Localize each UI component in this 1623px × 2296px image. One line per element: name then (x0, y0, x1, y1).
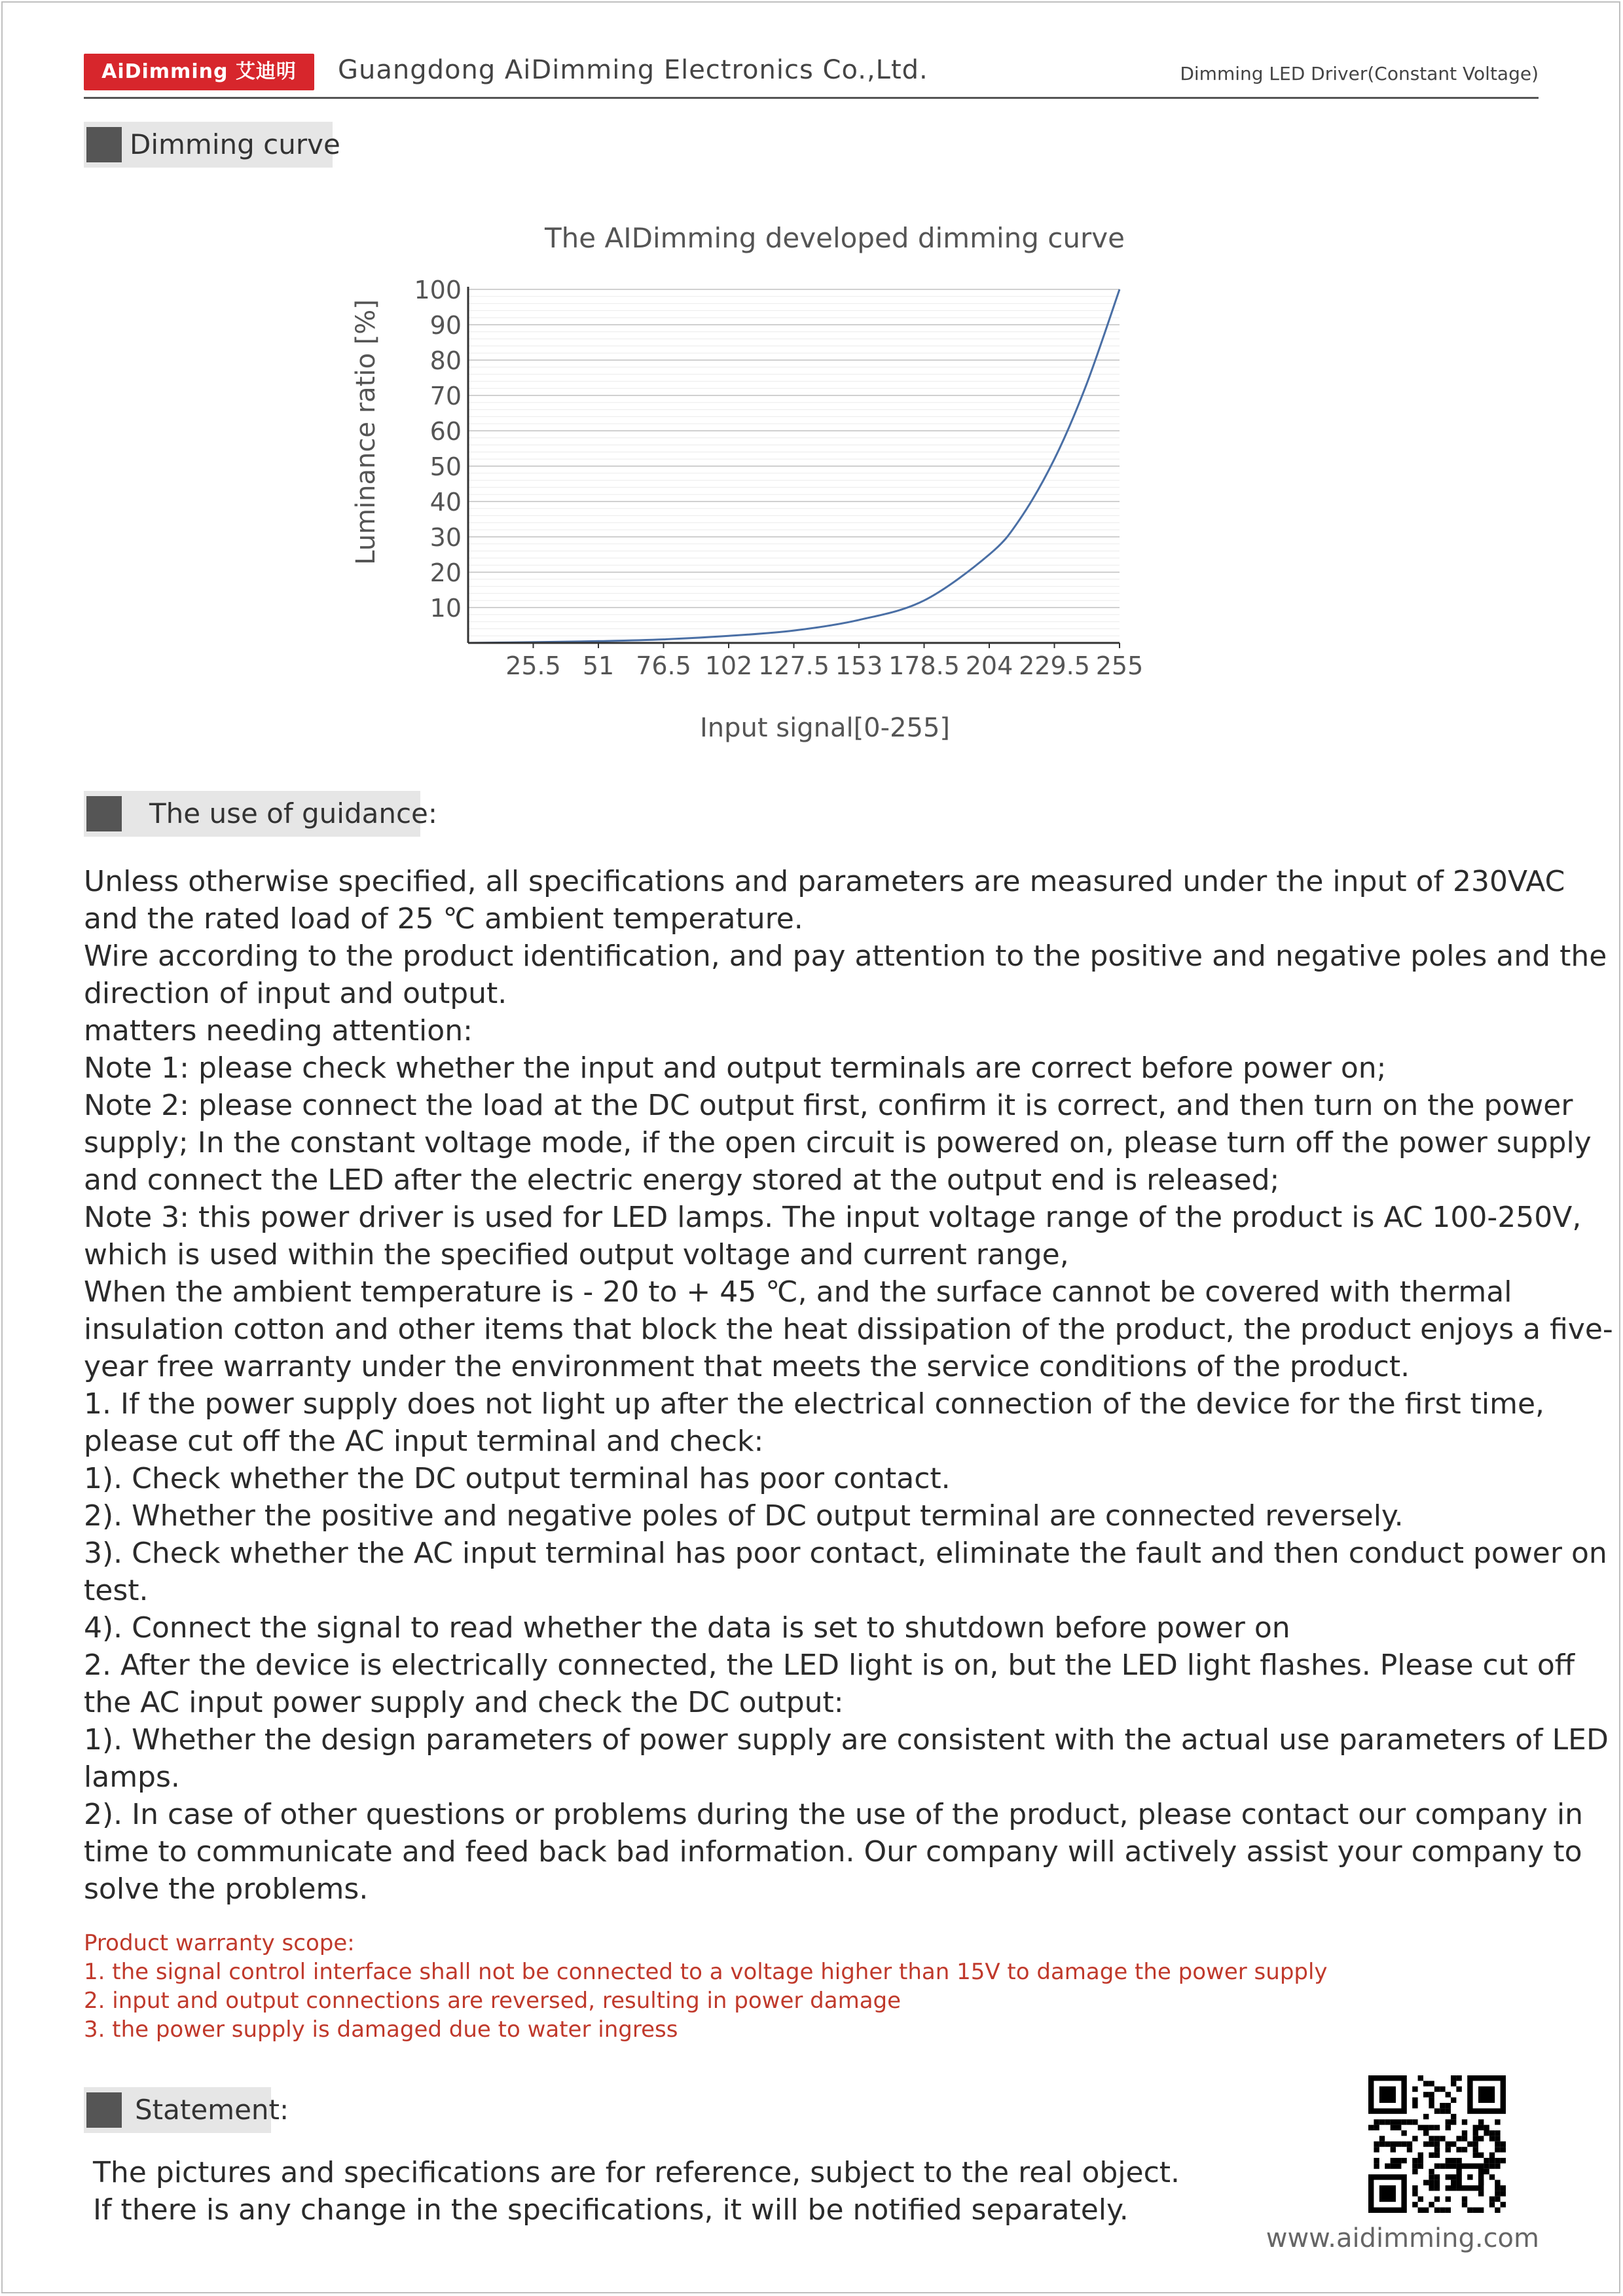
chart-x-axis-label: Input signal[0-255] (699, 713, 951, 743)
chart-x-tick-label: 76.5 (636, 651, 691, 680)
chart-y-tick-label: 90 (429, 311, 462, 340)
guidance-line: 1). Check whether the DC output terminal has poor contact. (84, 1462, 951, 1495)
guidance-line: 1). Whether the design parameters of power supply are consistent with the actual use parameters of LED (84, 1723, 1609, 1757)
guidance-line: Unless otherwise specified, all specifications and parameters are measured under the input of 230VAC (84, 865, 1565, 898)
guidance-text (84, 863, 1613, 1908)
guidance-line: year free warranty under the environment that meets the service conditions of the product. (84, 1350, 1410, 1383)
section-title: Statement: (135, 2094, 289, 2126)
chart-y-tick-label: 60 (429, 417, 462, 446)
statement-line: If there is any change in the specifications, it will be notified separately. (93, 2193, 1129, 2227)
section-title: Dimming curve (130, 128, 340, 160)
chart-y-tick-label: 100 (414, 276, 462, 304)
chart-y-tick-label: 30 (429, 523, 462, 552)
guidance-line: solve the problems. (84, 1872, 369, 1906)
guidance-line: When the ambient temperature is - 20 to + 45 ℃, and the surface cannot be covered with thermal (84, 1275, 1512, 1309)
guidance-line: time to communicate and feed back bad information. Our company will actively assist your company to (84, 1835, 1582, 1868)
company-name: Guangdong AiDimming Electronics Co.,Ltd. (338, 55, 928, 85)
chart-x-tick-label: 178.5 (888, 651, 960, 680)
chart-y-axis-label: Luminance ratio [%] (351, 299, 381, 565)
warranty-item: 3. the power supply is damaged due to water ingress (84, 2016, 678, 2043)
company-logo: AiDimming 艾迪明 (84, 54, 314, 90)
chart-x-tick-label: 229.5 (1019, 651, 1090, 680)
guidance-line: the AC input power supply and check the DC output: (84, 1686, 844, 1719)
guidance-line: Wire according to the product identification, and pay attention to the positive and negative poles and the (84, 939, 1607, 973)
chart-x-tick-label: 204 (965, 651, 1013, 680)
website-link[interactable]: www.aidimming.com (1266, 2223, 1539, 2253)
chart-y-tick-label: 70 (429, 382, 462, 410)
warranty-item: 1. the signal control interface shall not be connected to a voltage higher than 15V to damage the power supply (84, 1959, 1328, 1985)
qr-code-icon (1368, 2075, 1506, 2213)
guidance-line: 3). Check whether the AC input terminal has poor contact, eliminate the fault and then conduct power on (84, 1537, 1607, 1570)
chart-ticks (414, 276, 1143, 680)
guidance-line: test. (84, 1574, 149, 1607)
section-marker-icon (86, 2092, 122, 2128)
chart-grid (468, 289, 1120, 636)
chart-x-tick-label: 127.5 (758, 651, 830, 680)
guidance-line: direction of input and output. (84, 977, 507, 1010)
statement-line: The pictures and specifications are for reference, subject to the real object. (93, 2156, 1180, 2189)
guidance-line: which is used within the specified output voltage and current range, (84, 1238, 1069, 1271)
page-header (84, 54, 1539, 101)
guidance-line: Note 1: please check whether the input and output terminals are correct before power on; (84, 1051, 1387, 1085)
guidance-line: supply; In the constant voltage mode, if the open circuit is powered on, please turn off the power supply (84, 1126, 1592, 1159)
chart-x-tick-label: 102 (704, 651, 753, 680)
section-heading-guidance (84, 791, 438, 837)
guidance-line: 1. If the power supply does not light up after the electrical connection of the device for the first time, (84, 1387, 1545, 1421)
section-heading-statement (84, 2087, 289, 2133)
chart-x-tick-label: 51 (582, 651, 615, 680)
guidance-line: and connect the LED after the electric energy stored at the output end is released; (84, 1163, 1280, 1197)
chart-title: The AIDimming developed dimming curve (545, 222, 1125, 254)
chart-x-tick-label: 255 (1095, 651, 1144, 680)
warranty-scope (84, 1929, 1524, 2044)
guidance-line: 2). Whether the positive and negative poles of DC output terminal are connected reversely. (84, 1499, 1404, 1533)
section-heading-dimming-curve (84, 122, 340, 168)
chart-y-tick-label: 20 (429, 558, 462, 587)
warranty-title: Product warranty scope: (84, 1930, 355, 1956)
dimming-curve-chart (340, 216, 1205, 753)
guidance-line: 4). Connect the signal to read whether the data is set to shutdown before power on (84, 1611, 1290, 1645)
guidance-line: Note 2: please connect the load at the DC output first, confirm it is correct, and then turn on the power (84, 1089, 1573, 1122)
statement-text (93, 2154, 1271, 2229)
guidance-line: insulation cotton and other items that block the heat dissipation of the product, the product enjoys a five- (84, 1313, 1613, 1346)
chart-y-tick-label: 40 (429, 488, 462, 517)
chart-x-tick-label: 25.5 (505, 651, 561, 680)
section-marker-icon (86, 796, 122, 831)
guidance-line: and the rated load of 25 ℃ ambient temperature. (84, 902, 803, 936)
chart-y-tick-label: 10 (429, 594, 462, 623)
guidance-line: 2). In case of other questions or problems during the use of the product, please contact our company in (84, 1798, 1584, 1831)
guidance-line: please cut off the AC input terminal and check: (84, 1425, 764, 1458)
guidance-line: Note 3: this power driver is used for LED lamps. The input voltage range of the product is AC 100-250V, (84, 1201, 1582, 1234)
product-type: Dimming LED Driver(Constant Voltage) (1180, 63, 1539, 84)
chart-y-tick-label: 80 (429, 346, 462, 375)
guidance-line: matters needing attention: (84, 1014, 473, 1048)
guidance-line: 2. After the device is electrically connected, the LED light is on, but the LED light flashes. Please cut off (84, 1649, 1575, 1682)
chart-x-tick-label: 153 (835, 651, 883, 680)
warranty-item: 2. input and output connections are reversed, resulting in power damage (84, 1988, 902, 2014)
header-divider (84, 97, 1539, 99)
section-marker-icon (86, 127, 122, 162)
section-title: The use of guidance: (149, 797, 438, 829)
chart-svg (340, 216, 1205, 753)
guidance-line: lamps. (84, 1760, 180, 1794)
chart-y-tick-label: 50 (429, 452, 462, 481)
